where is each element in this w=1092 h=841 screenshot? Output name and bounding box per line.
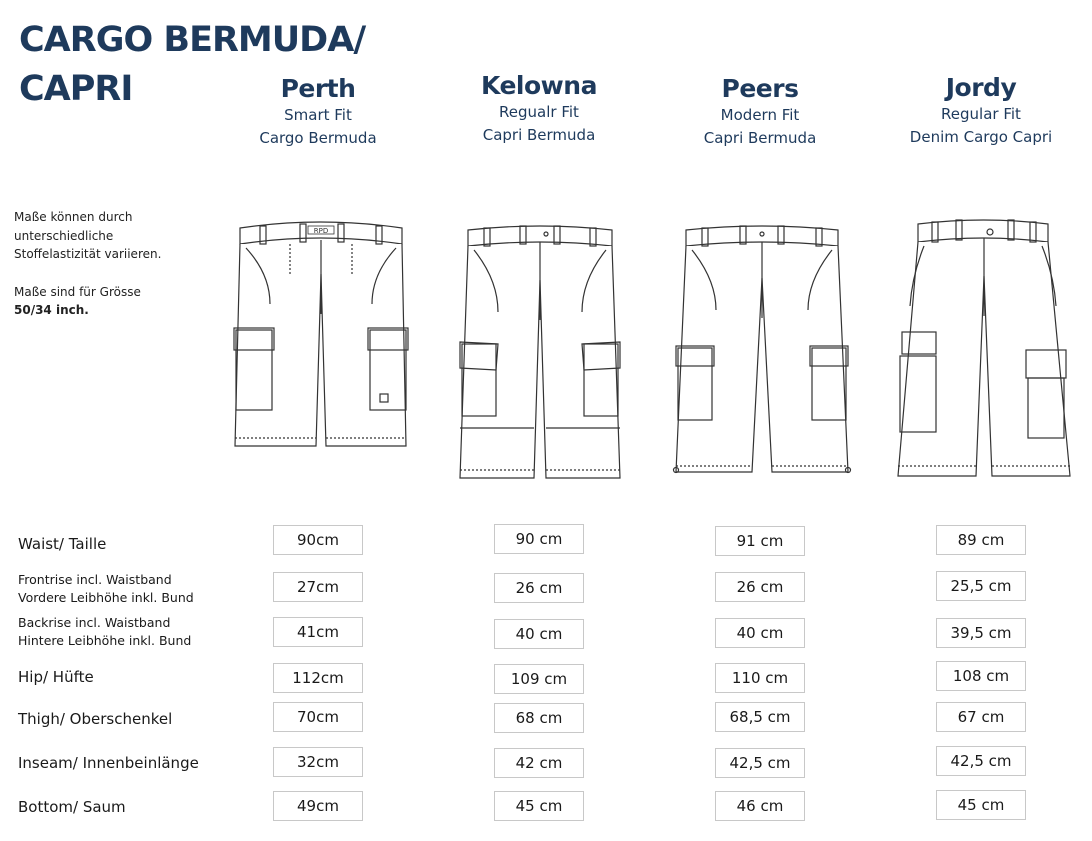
row-label-frontrise (18, 571, 194, 607)
value-cell: 112cm (273, 663, 363, 693)
note-line: unterschiedliche (14, 228, 114, 243)
value-cell: 46 cm (715, 791, 805, 821)
model-fit: Modern Fit (720, 106, 800, 124)
value-cell: 68,5 cm (715, 702, 805, 732)
model-fit: Regular Fit (941, 105, 1021, 123)
note-line: Maße können durch (14, 210, 133, 224)
row-label-hip (18, 668, 94, 686)
row-label-backrise (18, 614, 191, 650)
row-label-bottom (18, 798, 126, 816)
value-cell: 25,5 cm (936, 571, 1026, 601)
model-name: Jordy (945, 73, 1017, 102)
value-cell: 26 cm (715, 572, 805, 602)
row-label-text-de: Vordere Leibhöhe inkl. Bund (18, 590, 194, 605)
value-cell: 67 cm (936, 702, 1026, 732)
model-name: Kelowna (481, 71, 597, 100)
row-label-text: Waist/ Taille (18, 535, 107, 553)
model-fit: Smart Fit (284, 106, 352, 124)
value-cell: 89 cm (936, 525, 1026, 555)
value-cell: 90 cm (494, 524, 584, 554)
page-title-line-2: CAPRI (19, 69, 133, 109)
value-cell: 42,5 cm (936, 746, 1026, 776)
value-cell: 26 cm (494, 573, 584, 603)
model-heading-perth (218, 74, 418, 150)
value-cell: 40 cm (494, 619, 584, 649)
value-cell: 42 cm (494, 748, 584, 778)
value-cell: 40 cm (715, 618, 805, 648)
value-cell: 42,5 cm (715, 748, 805, 778)
value-cell: 108 cm (936, 661, 1026, 691)
value-cell: 109 cm (494, 664, 584, 694)
row-label-text: Bottom/ Saum (18, 798, 126, 816)
value-cell: 68 cm (494, 703, 584, 733)
value-cell: 91 cm (715, 526, 805, 556)
value-cell: 27cm (273, 572, 363, 602)
value-cell: 49cm (273, 791, 363, 821)
row-label-thigh (18, 710, 172, 728)
patch-label: RPD (313, 227, 329, 235)
row-label-text: Thigh/ Oberschenkel (18, 710, 173, 728)
model-heading-kelowna (439, 71, 639, 147)
value-cell: 70cm (273, 702, 363, 732)
model-style: Denim Cargo Capri (909, 128, 1053, 146)
page-title-line-1: CARGO BERMUDA/ (19, 20, 366, 60)
model-fit: Regualr Fit (499, 103, 579, 121)
row-label-inseam (18, 754, 199, 772)
model-heading-jordy (881, 73, 1081, 149)
value-cell: 32cm (273, 747, 363, 777)
note-line: Maße sind für Grösse (14, 284, 141, 299)
kelowna-capri-drawing (454, 220, 626, 482)
row-label-text-de: Hintere Leibhöhe inkl. Bund (18, 633, 192, 648)
row-label-waist (18, 535, 106, 553)
value-cell: 41cm (273, 617, 363, 647)
row-label-text: Hip/ Hüfte (18, 668, 94, 686)
size-note (14, 208, 214, 320)
model-style: Cargo Bermuda (259, 129, 377, 147)
jordy-capri-drawing (892, 216, 1076, 480)
model-style: Capri Bermuda (703, 129, 817, 147)
model-style: Capri Bermuda (482, 126, 596, 144)
row-label-text: Backrise incl. Waistband (18, 615, 171, 630)
value-cell: 110 cm (715, 663, 805, 693)
value-cell: 45 cm (936, 790, 1026, 820)
value-cell: 39,5 cm (936, 618, 1026, 648)
note-line: Stoffelastizität variieren. (14, 247, 162, 261)
model-name: Perth (280, 74, 356, 103)
peers-capri-drawing (668, 222, 856, 478)
perth-shorts-drawing (230, 214, 412, 454)
note-line: 50/34 inch. (14, 303, 89, 317)
model-heading-peers (660, 74, 860, 150)
value-cell: 45 cm (494, 791, 584, 821)
row-label-text: Inseam/ Innenbeinlänge (18, 754, 199, 772)
model-name: Peers (721, 74, 799, 103)
value-cell: 90cm (273, 525, 363, 555)
row-label-text: Frontrise incl. Waistband (18, 572, 172, 587)
